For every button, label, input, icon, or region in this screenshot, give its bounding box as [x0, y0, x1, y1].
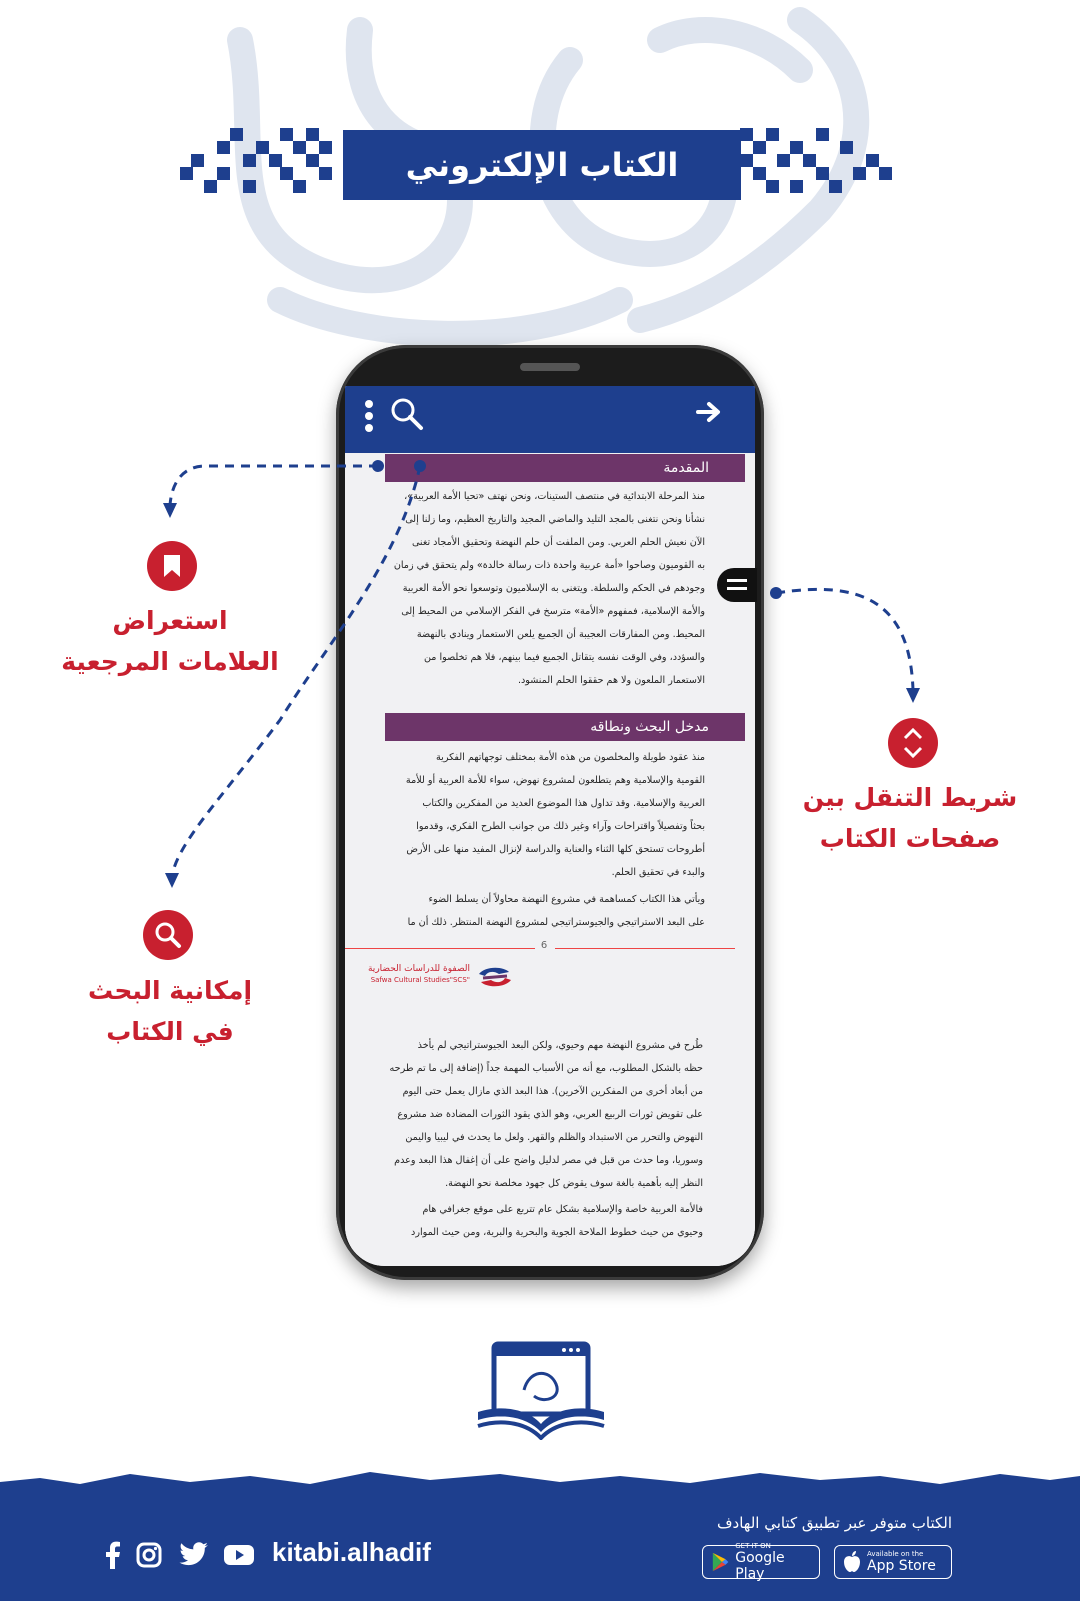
paragraph-scope-continued: ويأتي هذا الكتاب كمساهمة في مشروع النهضة محاولاً أن يسلط الضوء على البعد الاستراتيجي والجيوستراتيجي لمشروع النهضة المنتظر. ذلك أن ما [407, 894, 705, 928]
app-store-big-text: App Store [867, 1558, 936, 1574]
app-store-button[interactable] [834, 1545, 952, 1579]
publisher-name-arabic: الصفوة للدراسات الحضارية [367, 964, 470, 974]
bookmarks-feature-label: استعراض العلامات المرجعية [61, 606, 279, 676]
availability-text: الكتاب متوفر عبر تطبيق كتابي الهادف [717, 1514, 952, 1532]
up-down-chevrons-icon [901, 726, 925, 760]
facebook-icon[interactable] [100, 1540, 126, 1570]
google-play-big-text: Google Play [735, 1550, 785, 1582]
page-number: 6 [540, 940, 548, 951]
twitter-icon[interactable] [176, 1540, 210, 1570]
navigation-feature-icon [888, 718, 938, 768]
search-feature-icon [143, 910, 193, 960]
google-play-icon [711, 1551, 729, 1573]
paragraph-scope: منذ عقود طويلة والمخلصون من هذه الأمة بمختلف توجهاتهم الفكرية القومية والإسلامية وهم يتطلعون لمشروع نهوض، سواء للأمة العربية أو للأمة العربية والإسلامية. وقد تداول هذا الموضوع العديد من المفكرين والكتاب بحثاً وتفصيلاً واقتراحات وآراء وغير ذلك من جوانب الطرح الفكري، وقدموا أطروحات تستحق كلها الثناء والعناية والدراسة لإنزال المفيد منها على الأرض والبدء في تحقيق الحلم. [405, 752, 705, 878]
search-icon [154, 921, 182, 949]
app-store-small-text: Available on the [867, 1550, 924, 1558]
social-handle[interactable]: kitabi.alhadif [272, 1537, 431, 1567]
section-heading-scope: مدخل البحث ونطاقه [385, 713, 745, 741]
search-feature-label: إمكانية البحث في الكتاب [87, 976, 253, 1046]
instagram-icon[interactable] [134, 1540, 164, 1570]
apple-icon [843, 1551, 861, 1573]
google-play-small-text: GET IT ON [735, 1542, 771, 1550]
paragraph-intro: منذ المرحلة الابتدائية في منتصف الستينات، ونحن نهتف «تحيا الأمة العربية»، نشأنا ونحن نتغنى بالمجد التليد والماضي المجيد والتاريخ العظيم، وما زلنا إلى الآن نعيش الحلم العربي. ومن الملفت أن حلم النهضة وتحقيق الأمجاد تغنى به القوميون وصاحوا «أمة عربية واحدة ذات رسالة خالدة» ولم يتحقق في زمان وجودهم في الحكم والسلطة. ويتغنى به الإسلاميون وتوسعوا نحو الأمة العربية والأمة الإسلامية، فمفهوم «الأمة» مترسخ في الفكر الإسلامي من المحيط إلى المحيط. ومن المفارقات العجيبة أن الجميع يلعن الاستعمار وينادي بالنهضة والسؤدد، وفي الوقت نفسه يتقاتل الجميع فيما بينهم، فلا هم تخلصوا من الاستعمار الملعون ولا هم حققوا الحلم المنشود. [393, 491, 705, 686]
navigation-feature-label: شريط التنقل بين صفحات الكتاب [802, 783, 1018, 853]
publisher-name-english: Safwa Cultural Studies"SCS" [370, 976, 470, 984]
paragraph-page-two-continued: فالأمة العربية خاصة والإسلامية بشكل عام تتربع على موقع جغرافي هام وحيوي من حيث خطوط الملاحة الجوية والبحرية والبرية، ومن حيث الموارد [411, 1204, 703, 1238]
page-title: الكتاب الإلكتروني [343, 130, 741, 200]
section-heading-intro: المقدمة [385, 454, 745, 482]
kitabi-alhadif-logo [474, 1340, 608, 1440]
paragraph-page-two: طُرح في مشروع النهضة مهم وحيوي، ولكن البعد الجيوستراتيجي لم يأخذ حظه بالشكل المطلوب، مع أنه من الأسباب المهمة جداً (إضافة إلى ما تم طرحه من أبعاد أخرى من المفكرين الآخرين). هذا البعد الذي مازال يعمل حتى اليوم على تقويض ثورات الربيع العربي، وهو الذي يقود الثورات المضادة ضد مشروع النهوض والتحرر من الاستبداد والظلم والقهر. ولعل ما يحدث في ليبيا واليمن وسوريا، وما حدث من قبل في مصر لدليل واضح على أن إغفال هذا البعد وعدم النظر إليه بأهمية بالغة سوف يقوض كل جهود مخلصة نحو النهضة. [389, 1040, 703, 1189]
google-play-button[interactable] [702, 1542, 820, 1582]
bookmark-feature-icon [147, 541, 197, 591]
bookmark-icon [162, 554, 182, 578]
youtube-icon[interactable] [222, 1540, 256, 1570]
